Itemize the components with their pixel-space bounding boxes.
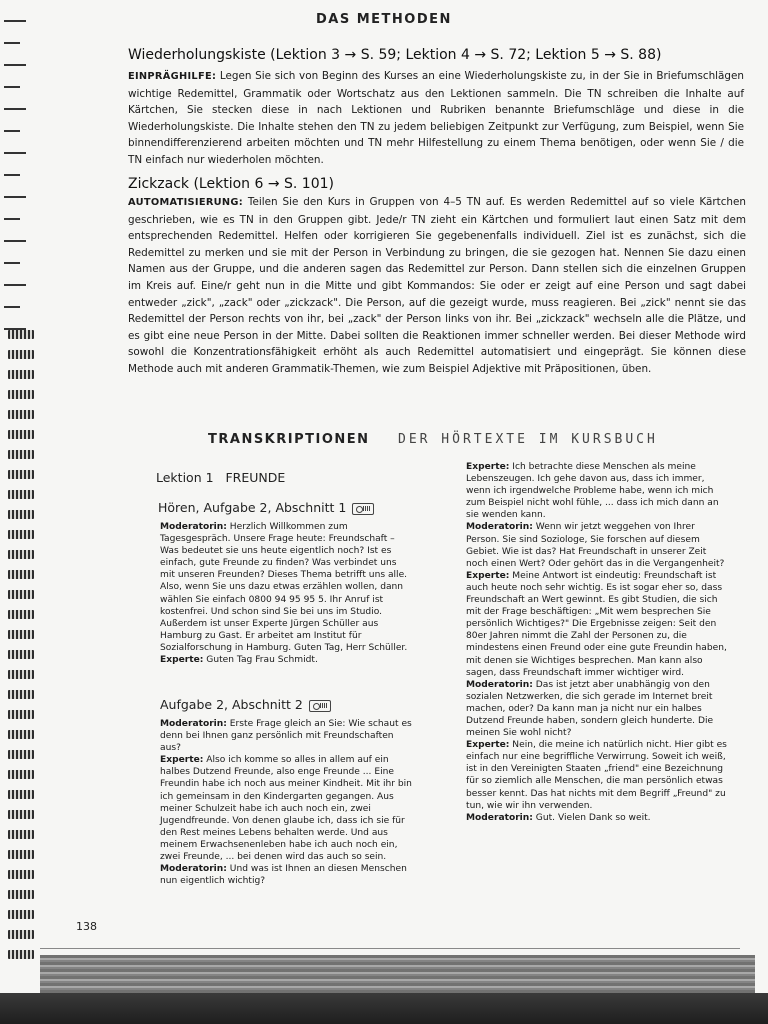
dialogue-turn	[466, 570, 728, 679]
spiral-notch	[8, 890, 34, 899]
dialogue-turn	[466, 812, 728, 824]
binding-mark	[4, 86, 20, 88]
dialogue-turn	[160, 718, 412, 754]
binding-mark	[4, 20, 26, 22]
speaker-label: Moderatorin:	[160, 864, 227, 875]
scan-shadow	[40, 955, 755, 993]
binding-mark	[4, 284, 26, 286]
speaker-label: Moderatorin:	[160, 719, 227, 729]
speaker-label: Experte:	[160, 655, 204, 666]
utterance-text: Nein, die meine ich natürlich nicht. Hier gibt es einfach nur eine begriffliche Verwirrung. Soweit ich weiß, ist in den Vereinigten Staaten „friend" eine Bezeichnung für so ziemlich alle Menschen, die man persönlich etwas besser kennt. Das hat nichts mit dem Begriff „Freund" zu tun, wie wir ihn verwenden.	[466, 740, 727, 811]
spiral-notch	[8, 670, 34, 679]
scan-edge	[0, 993, 768, 1024]
dialogue-turn	[466, 521, 728, 569]
spiral-notch	[8, 430, 34, 439]
speaker-label: Experte:	[466, 740, 510, 751]
spiral-notch	[8, 330, 34, 339]
utterance-text: Herzlich Willkommen zum Tagesgespräch. Unsere Frage heute: Freundschaft – Was bedeutet sie uns heute eigentlich noch? Ist es einfach, gute Freunde zu finden? Was verbindet uns mit unseren Freunden? Dieses Thema betrifft uns alle. Also, wenn Sie uns dazu etwas erzählen wollen, dann wählen Sie einfach 0800 94 95 95 5. Ihr Anruf ist kostenfrei. Und schon sind Sie bei uns im Studio. Außerdem ist unser Experte Jürgen Schüller aus Hamburg zu Gast. Er arbeitet am Institut für Sozialforschung in Hamburg. Guten Tag, Herr Schüller.	[160, 522, 408, 653]
utterance-text: Und was ist Ihnen an diesen Menschen nun eigentlich wichtig?	[160, 864, 407, 887]
dialogue-turn	[160, 863, 412, 887]
section2-title: Aufgabe 2, Abschnitt 2	[160, 697, 331, 712]
spiral-notch	[8, 910, 34, 919]
cd-icon	[309, 700, 331, 712]
utterance-text: Gut. Vielen Dank so weit.	[532, 812, 651, 823]
binding-mark	[4, 64, 26, 66]
spiral-notch	[8, 410, 34, 419]
dialogue-turn	[160, 754, 412, 863]
utterance-text: Das ist jetzt aber unabhängig von den sozialen Netzwerken, die sich gerade im Internet breit machen, oder? Da kann man ja nicht nur ein halbes Dutzend Freunde haben, sondern gleich hunderte. Die meinen Sie wohl nicht?	[466, 679, 714, 739]
binding-mark	[4, 108, 26, 110]
spiral-notch	[8, 390, 34, 399]
wiederholungskiste-text: EINPRÄGHILFE: Legen Sie sich von Beginn des Kurses an eine Wiederholungskiste zu, in der Sie in Briefumschlägen wichtige Redemittel, Grammatik oder Wortschatz aus den Lektionen sammeln. Die TN schreiben die Inhalte auf Kärtchen, Sie stecken diese in nach Lektionen und Rubriken benannte Briefumschläge und diese in die Wiederholungskiste. Die Inhalte stehen den TN zu jedem beliebigen Zeitpunkt zur Verfügung, zum Beispiel, wenn Sie binnendifferenzierend arbeiten möchten und TN mehr Hilfestellung zu einem Thema benötigen, oder wenn Sie / die TN einfach nur wiederholen möchten.	[128, 70, 744, 166]
spiral-notch	[8, 570, 34, 579]
spiral-notch	[8, 770, 34, 779]
binding-mark	[4, 306, 20, 308]
spiral-notch	[8, 710, 34, 719]
spiral-notch	[8, 610, 34, 619]
page-number: 138	[76, 920, 97, 933]
speaker-label: Moderatorin:	[466, 812, 533, 823]
section1-title: Hören, Aufgabe 2, Abschnitt 1	[158, 500, 374, 515]
spiral-notch	[8, 750, 34, 759]
binding-mark	[4, 130, 20, 132]
spiral-notch	[8, 350, 34, 359]
spiral-notch	[8, 950, 34, 959]
dialogue-turn	[466, 679, 728, 739]
spiral-binding	[8, 330, 36, 980]
utterance-text: Erste Frage gleich an Sie: Wie schaut es denn bei Ihnen ganz persönlich mit Freundschaften aus?	[160, 719, 412, 754]
binding-mark	[4, 42, 20, 44]
utterance-text: Wenn wir jetzt weggehen von Ihrer Person. Sie sind Soziologe, Sie forschen auf diesem Gebiet. Wie ist das? Hat Freundschaft in unserer Zeit noch einen Wert? Oder gehört das in die Vergangenheit?	[466, 522, 725, 569]
speaker-label: Experte:	[160, 755, 204, 766]
transkriptionen-title: TRANSKRIPTIONEN	[208, 432, 370, 447]
utterance-text: Also ich komme so alles in allem auf ein halbes Dutzend Freunde, also enge Freunde ... Eine Freundin habe ich noch aus meiner Kindheit. Mit ihr bin ich gemeinsam in den Kindergarten gegangen. Aus meiner Schulzeit habe ich auch noch ein, zwei Jugendfreunde. Von denen glaube ich, dass ich sie für den Rest meines Lebens behalten werde. Und aus meinem Erwachsenenleben habe ich auch noch ein, zwei Freunde, ... bei denen wird das auch so sein.	[160, 755, 412, 863]
divider	[40, 948, 740, 949]
left-column-part2	[160, 718, 412, 887]
spiral-notch	[8, 450, 34, 459]
wiederholungskiste-heading: Wiederholungskiste (Lektion 3 → S. 59; Lektion 4 → S. 72; Lektion 5 → S. 88)	[128, 47, 662, 63]
dialogue-turn	[160, 654, 412, 666]
spiral-notch	[8, 790, 34, 799]
spiral-notch	[8, 810, 34, 819]
binding-mark	[4, 262, 20, 264]
spiral-notch	[8, 470, 34, 479]
spiral-notch	[8, 690, 34, 699]
spiral-notch	[8, 730, 34, 739]
utterance-text: Ich betrachte diese Menschen als meine Lebenszeugen. Ich gehe davon aus, dass ich immer, wenn ich irgendwelche Probleme habe, wenn ich mich zum Beispiel nicht wohl fühle, ... dass ich mich dann an sie wenden kann.	[466, 462, 719, 521]
spiral-notch	[8, 370, 34, 379]
spiral-notch	[8, 930, 34, 939]
spiral-notch	[8, 590, 34, 599]
spiral-notch	[8, 850, 34, 859]
binding-mark	[4, 196, 26, 198]
dialogue-turn	[466, 461, 728, 521]
binding-mark	[4, 218, 20, 220]
lesson-heading: Lektion 1 FREUNDE	[156, 470, 286, 485]
zickzack-heading: Zickzack (Lektion 6 → S. 101)	[128, 176, 334, 192]
speaker-label: Experte:	[466, 570, 510, 581]
spiral-notch	[8, 630, 34, 639]
utterance-text: Meine Antwort ist eindeutig: Freundschaft ist auch heute noch sehr wichtig. Es ist sogar eher so, dass Freundschaft an Wert gewinnt. Es gibt Studien, die sich mit der Frage beschäftigen: „Mit wem besprechen Sie persönlich Wichtiges?" Die Ergebnisse zeigen: Seit den 80er Jahren nimmt die Zahl der Personen zu, die mindestens einen Freund oder eine gute Freundin haben, mit denen sie Wichtiges besprechen. Man kann also sagen, dass Freundschaft immer wichtiger wird.	[466, 570, 727, 678]
spiral-notch	[8, 530, 34, 539]
binding-mark	[4, 152, 26, 154]
spiral-notch	[8, 870, 34, 879]
section-title: DAS METHODEN	[316, 12, 452, 27]
right-column	[466, 461, 728, 824]
spiral-notch	[8, 490, 34, 499]
binding-mark	[4, 174, 20, 176]
speaker-label: Moderatorin:	[466, 522, 533, 533]
spiral-notch	[8, 650, 34, 659]
spiral-notch	[8, 510, 34, 519]
spiral-notch	[8, 550, 34, 559]
utterance-text: Guten Tag Frau Schmidt.	[203, 655, 318, 666]
speaker-label: Experte:	[466, 462, 510, 472]
binding-mark	[4, 240, 26, 242]
speaker-label: Moderatorin:	[466, 679, 533, 690]
dialogue-turn	[160, 521, 412, 654]
cd-icon	[352, 503, 374, 515]
left-column-part1	[160, 521, 412, 666]
zickzack-text: AUTOMATISIERUNG: Teilen Sie den Kurs in Gruppen von 4–5 TN auf. Es werden Redemittel auf so viele Kärtchen geschrieben, wie es TN in den Gruppen gibt. Jede/r TN zieht ein Kärtchen und formuliert laut einen Satz mit dem entsprechenden Redemittel. Helfen oder korrigieren Sie gegebenenfalls individuell. Ziel ist es zunächst, sich die Redemittel zu merken und sie mit der Person in Verbindung zu bringen, die sie gezogen hat. Nennen Sie dazu einen Namen aus der Gruppe, und die anderen sagen das Redemittel zur Person. Dann stellen sich die einzelnen Gruppen im Kreis auf. Eine/r geht nun in die Mitte und gibt Kommandos: Sie oder er zeigt auf eine Person und sagt dabei entweder „zick", „zack" oder „zickzack". Die Person, auf die gezeigt wurde, muss reagieren. Bei „zick" nennt sie das Redemittel der Person rechts von ihr, bei „zack" der Person links von ihr. Bei „zickzack" wechseln alle die Plätze, und es gibt eine neue Person in der Mitte. Dabei sollten die Reaktionen immer schneller werden. Bei dieser Methode wird sowohl die Konzentrationsfähigkeit erhöht als auch Redemittel automatisiert und eingeprägt. Sie können diese Methode auch mit anderen Grammatik-Themen, wie zum Beispiel Adjektive mit Präpositionen, üben.	[128, 196, 746, 375]
dialogue-turn	[466, 739, 728, 812]
handwritten-note: DER HÖRTEXTE IM KURSBUCH	[398, 432, 658, 447]
spiral-notch	[8, 830, 34, 839]
speaker-label: Moderatorin:	[160, 522, 227, 532]
